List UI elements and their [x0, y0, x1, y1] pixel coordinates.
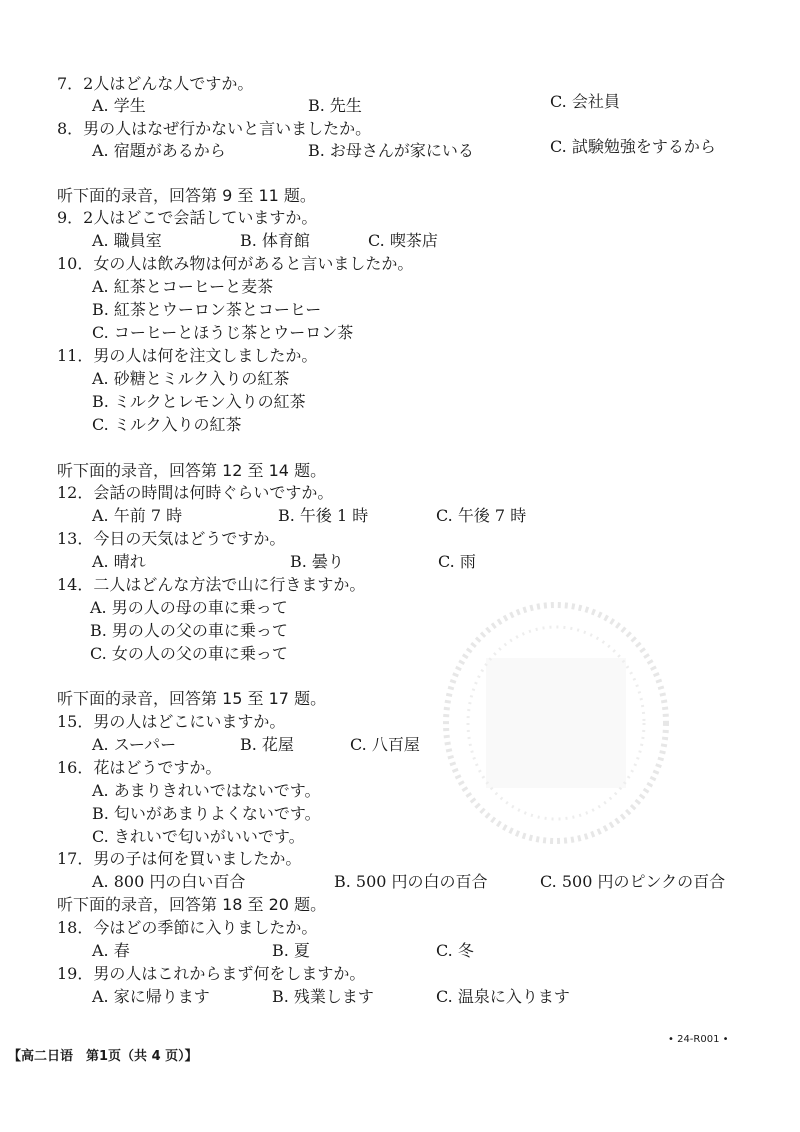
q9-option-c: C. 喫茶店 [368, 231, 438, 250]
q10-option-c: C. コーヒーとほうじ茶とウーロン茶 [92, 323, 354, 342]
question-16: 16．花はどうですか。 [57, 758, 222, 777]
q10-option-a: A. 紅茶とコーヒーと麦茶 [92, 277, 274, 296]
q9-option-b: B. 体育館 [240, 231, 310, 250]
q15-option-a: A. スーパー [92, 735, 177, 754]
question-14: 14．二人はどんな方法で山に行きますか。 [57, 575, 366, 594]
q18-option-c: C. 冬 [436, 941, 474, 960]
question-9: 9．2人はどこで会話していますか。 [57, 208, 318, 227]
q8-option-b: B. お母さんが家にいる [308, 141, 474, 160]
section-heading-9-11: 听下面的录音，回答第 9 至 11 题。 [57, 186, 316, 205]
question-8: 8．男の人はなぜ行かないと言いましたか。 [57, 119, 372, 138]
q18-option-a: A. 春 [92, 941, 130, 960]
exam-code: • 24-R001 • [668, 1034, 729, 1045]
question-13: 13．今日の天気はどうですか。 [57, 529, 286, 548]
q14-option-b: B. 男の人の父の車に乗って [90, 621, 288, 640]
q14-option-a: A. 男の人の母の車に乗って [90, 598, 288, 617]
q7-option-c: C. 会社員 [550, 92, 620, 111]
question-15: 15．男の人はどこにいますか。 [57, 712, 286, 731]
q18-option-b: B. 夏 [272, 941, 310, 960]
q16-option-a: A. あまりきれいではないです。 [92, 781, 321, 800]
q8-option-c: C. 試験勉強をするから [550, 137, 716, 156]
page-footer: 【高二日语 第1页（共 4 页）】 [8, 1049, 198, 1064]
q16-option-b: B. 匂いがあまりよくないです。 [92, 804, 321, 823]
q12-option-c: C. 午後 7 時 [436, 506, 527, 525]
q17-option-a: A. 800 円の白い百合 [92, 872, 246, 891]
q15-option-b: B. 花屋 [240, 735, 294, 754]
q11-option-b: B. ミルクとレモン入りの紅茶 [92, 392, 306, 411]
q11-option-a: A. 砂糖とミルク入りの紅茶 [92, 369, 290, 388]
q17-option-c: C. 500 円のピンクの百合 [540, 872, 726, 891]
q19-option-a: A. 家に帰ります [92, 987, 210, 1006]
question-11: 11．男の人は何を注文しましたか。 [57, 346, 318, 365]
q13-option-b: B. 曇り [290, 552, 344, 571]
q19-option-c: C. 温泉に入ります [436, 987, 570, 1006]
q17-option-b: B. 500 円の白の百合 [334, 872, 488, 891]
q16-option-c: C. きれいで匂いがいいです。 [92, 827, 305, 846]
question-19: 19．男の人はこれからまず何をしますか。 [57, 964, 366, 983]
q19-option-b: B. 残業します [272, 987, 374, 1006]
section-heading-15-17: 听下面的录音，回答第 15 至 17 题。 [57, 689, 327, 708]
question-18: 18．今はどの季節に入りましたか。 [57, 918, 318, 937]
question-17: 17．男の子は何を買いましたか。 [57, 849, 302, 868]
q7-option-b: B. 先生 [308, 96, 362, 115]
question-10: 10．女の人は飲み物は何があると言いましたか。 [57, 254, 414, 273]
section-heading-18-20: 听下面的录音，回答第 18 至 20 题。 [57, 895, 327, 914]
q11-option-c: C. ミルク入りの紅茶 [92, 415, 242, 434]
q7-option-a: A. 学生 [92, 96, 146, 115]
q10-option-b: B. 紅茶とウーロン茶とコーヒー [92, 300, 322, 319]
question-7: 7．2人はどんな人ですか。 [57, 74, 254, 93]
bleed-through-stamp [436, 598, 676, 848]
q15-option-c: C. 八百屋 [350, 735, 420, 754]
q8-option-a: A. 宿題があるから [92, 141, 226, 160]
q9-option-a: A. 職員室 [92, 231, 162, 250]
q14-option-c: C. 女の人の父の車に乗って [90, 644, 288, 663]
section-heading-12-14: 听下面的录音，回答第 12 至 14 题。 [57, 461, 327, 480]
q13-option-c: C. 雨 [438, 552, 476, 571]
q12-option-b: B. 午後 1 時 [278, 506, 369, 525]
q12-option-a: A. 午前 7 時 [92, 506, 183, 525]
question-12: 12．会話の時間は何時ぐらいですか。 [57, 483, 334, 502]
q13-option-a: A. 晴れ [92, 552, 146, 571]
